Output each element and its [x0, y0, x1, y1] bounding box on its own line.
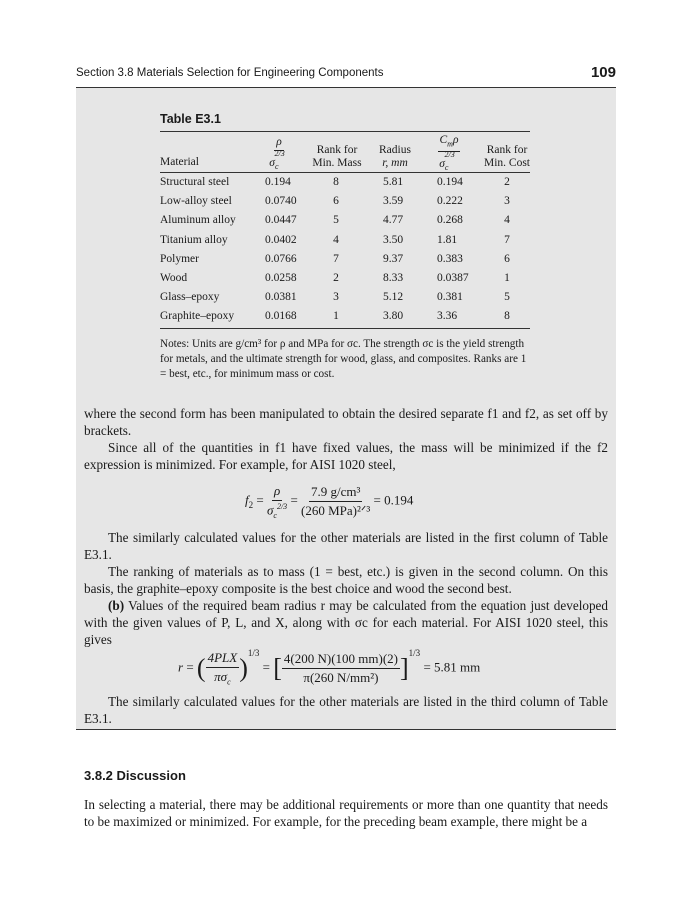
cell-cost: 1.81 — [437, 234, 458, 246]
cell-cost: 0.381 — [437, 291, 463, 303]
paragraph: The ranking of materials as to mass (1 = best, etc.) is given in the second column. On this basis, the graphite–epoxy composite is the best choice and wood the second best. — [84, 564, 608, 596]
cell-f2: 0.0766 — [265, 253, 297, 265]
example-box-rule — [76, 729, 616, 730]
cell-material: Polymer — [160, 253, 199, 265]
cell-radius: 5.12 — [383, 291, 404, 303]
table-bottom-rule — [160, 328, 530, 329]
cell-cost: 0.222 — [437, 195, 463, 207]
col-header-cost: $\frac{C_m\rho}{\sigma_c^{2/3}}$ — [439, 134, 459, 173]
cell-material: Graphite–epoxy — [160, 310, 235, 322]
paragraph: Since all of the quantities in f1 have fixed values, the mass will be minimized if the f2 expression is minimized. For example, for AISI 1020 steel, — [84, 440, 608, 472]
table-notes: Notes: Units are g/cm³ for ρ and MPa for σc. The strength σc is the yield strength for metals, and the ultimate strength for wood, glass, and composites. Ranks are 1 = best, etc., for minimum mass or cost. — [160, 338, 527, 380]
cell-cost: 0.194 — [437, 176, 463, 188]
cell-radius: 5.81 — [383, 176, 404, 188]
paragraph: The similarly calculated values for the other materials are listed in the first column of Table E3.1. — [84, 530, 608, 562]
cell-cost: 3.36 — [437, 310, 458, 322]
col-header-rho-sigma: $\frac{\rho}{\sigma_c^{2/3}}$ — [269, 136, 285, 172]
col-header-radius: Radius r, mm — [379, 144, 411, 169]
paragraph: where the second form has been manipulated to obtain the desired separate f1 and f2, as set off by brackets. — [84, 406, 608, 438]
cell-cost: 0.0387 — [437, 272, 469, 284]
cell-material: Glass–epoxy — [160, 291, 220, 303]
table-header-rule — [160, 172, 530, 173]
paragraph: In selecting a material, there may be additional requirements or more than one quantity that needs to be maximized or minimized. For example, for the preceding beam example, there might be a — [84, 797, 608, 829]
table-top-rule — [160, 131, 530, 132]
col-header-rank-mass: Rank for Min. Mass — [312, 144, 362, 169]
cell-radius: 9.37 — [383, 253, 404, 265]
cell-material: Aluminum alloy — [160, 214, 236, 226]
cell-radius: 8.33 — [383, 272, 404, 284]
page-number: 109 — [590, 64, 616, 81]
cell-radius: 3.59 — [383, 195, 404, 207]
equation-radius: r = ( $\frac{\text{4PLX}}{\pi\sigma_c}$ )$^{1/3}$ = [ $\frac{4(200 N)(100 mm)(2)}{\text{π(260 N/mm²)}}$ ]$^{1/3}$ = 5.81 mm — [178, 647, 481, 687]
table-title: Table E3.1 — [160, 112, 221, 126]
cell-f2: 0.0258 — [265, 272, 297, 284]
cell-radius: 3.50 — [383, 234, 404, 246]
cell-material: Wood — [160, 272, 188, 284]
cell-radius: 4.77 — [383, 214, 404, 226]
cell-cost: 0.383 — [437, 253, 463, 265]
cell-cost: 0.268 — [437, 214, 463, 226]
cell-material: Titanium alloy — [160, 234, 228, 246]
cell-material: Structural steel — [160, 176, 230, 188]
cell-f2: 0.0740 — [265, 195, 297, 207]
paragraph: The similarly calculated values for the other materials are listed in the third column of Table E3.1. — [84, 694, 608, 726]
cell-radius: 3.80 — [383, 310, 404, 322]
cell-f2: 0.0168 — [265, 310, 297, 322]
cell-f2: 0.0402 — [265, 234, 297, 246]
cell-f2: 0.0447 — [265, 214, 297, 226]
running-header: Section 3.8 Materials Selection for Engineering Components — [76, 67, 384, 79]
cell-f2: 0.0381 — [265, 291, 297, 303]
equation-f2: $f_2$ = $\frac{\rho}{\sigma_c^{2/3}}$ = $\frac{\text{7.9 g/cm³}}{\text{(260 MPa)²ᐟ³}}$ = 0.194 — [245, 483, 414, 520]
paragraph: (b) Values of the required beam radius r may be calculated from the equation just developed with the given values of P, L, and X, along with σc for each material. For AISI 1020 steel, this gives — [84, 598, 608, 647]
col-header-rank-cost: Rank for Min. Cost — [483, 144, 530, 169]
col-header-material: Material — [160, 156, 199, 168]
cell-material: Low-alloy steel — [160, 195, 232, 207]
cell-f2: 0.194 — [265, 176, 291, 188]
section-heading: 3.8.2 Discussion — [84, 768, 186, 783]
